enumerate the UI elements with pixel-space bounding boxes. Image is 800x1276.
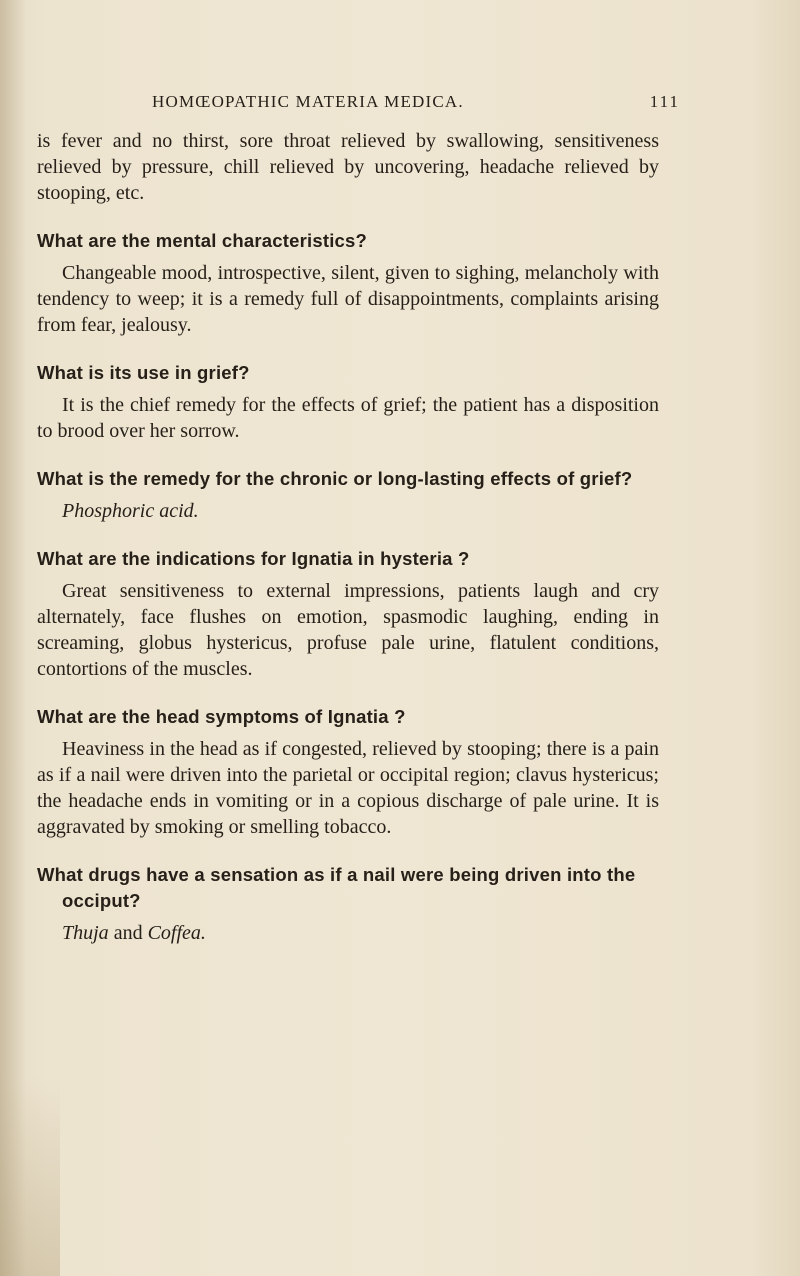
- question-hysteria: What are the indications for Ignatia in hysteria ?: [37, 548, 470, 569]
- continuation-paragraph: is fever and no thirst, sore throat relieved by swallowing, sensitiveness relieved by pressure, chill relieved by uncovering, headache relieved by stooping, etc.: [37, 130, 659, 204]
- answer-use-in-grief: It is the chief remedy for the effects of grief; the patient has a disposition to brood over her sorrow.: [37, 394, 659, 442]
- answer-nail-sensation: [37, 920, 659, 946]
- page-number: 111: [649, 92, 680, 111]
- answer-head-symptoms: Heaviness in the head as if congested, relieved by stooping; there is a pain as if a nail were driven into the parietal or occipital region; clavus hystericus; the headache ends in vomiting or in a copious discharge of pale urine. It is aggravated by smoking or smelling tobacco.: [37, 738, 659, 838]
- question-head-symptoms: What are the head symptoms of Ignatia ?: [37, 706, 406, 727]
- page-stain: [0, 1076, 60, 1276]
- question-mental-characteristics: What are the mental characteristics?: [37, 230, 368, 251]
- answer-mental-characteristics: Changeable mood, introspective, silent, given to sighing, melancholy with tendency to weep; it is a remedy full of disappointments, complaints arising from fear, jealousy.: [37, 262, 659, 336]
- answer-chronic-grief: Phosphoric acid.: [62, 500, 199, 522]
- page-body: [37, 128, 659, 968]
- question-nail-sensation: What drugs have a sensation as if a nail were being driven into the occiput?: [37, 864, 636, 911]
- running-head-title: HOMŒOPATHIC MATERIA MEDICA.: [152, 92, 464, 111]
- answer-conjunction: and: [108, 922, 148, 944]
- question-use-in-grief: What is its use in grief?: [37, 362, 250, 383]
- question-chronic-grief: What is the remedy for the chronic or long-lasting effects of grief?: [37, 468, 633, 489]
- drug-thuja: Thuja: [62, 922, 109, 944]
- running-head: [152, 92, 680, 114]
- drug-coffea: Coffea.: [147, 922, 206, 944]
- answer-hysteria: Great sensitiveness to external impressions, patients laugh and cry alternately, face flushes on emotion, spasmodic laughing, ending in screaming, globus hystericus, profuse pale urine, flatulent conditions, contortions of the muscles.: [37, 580, 659, 680]
